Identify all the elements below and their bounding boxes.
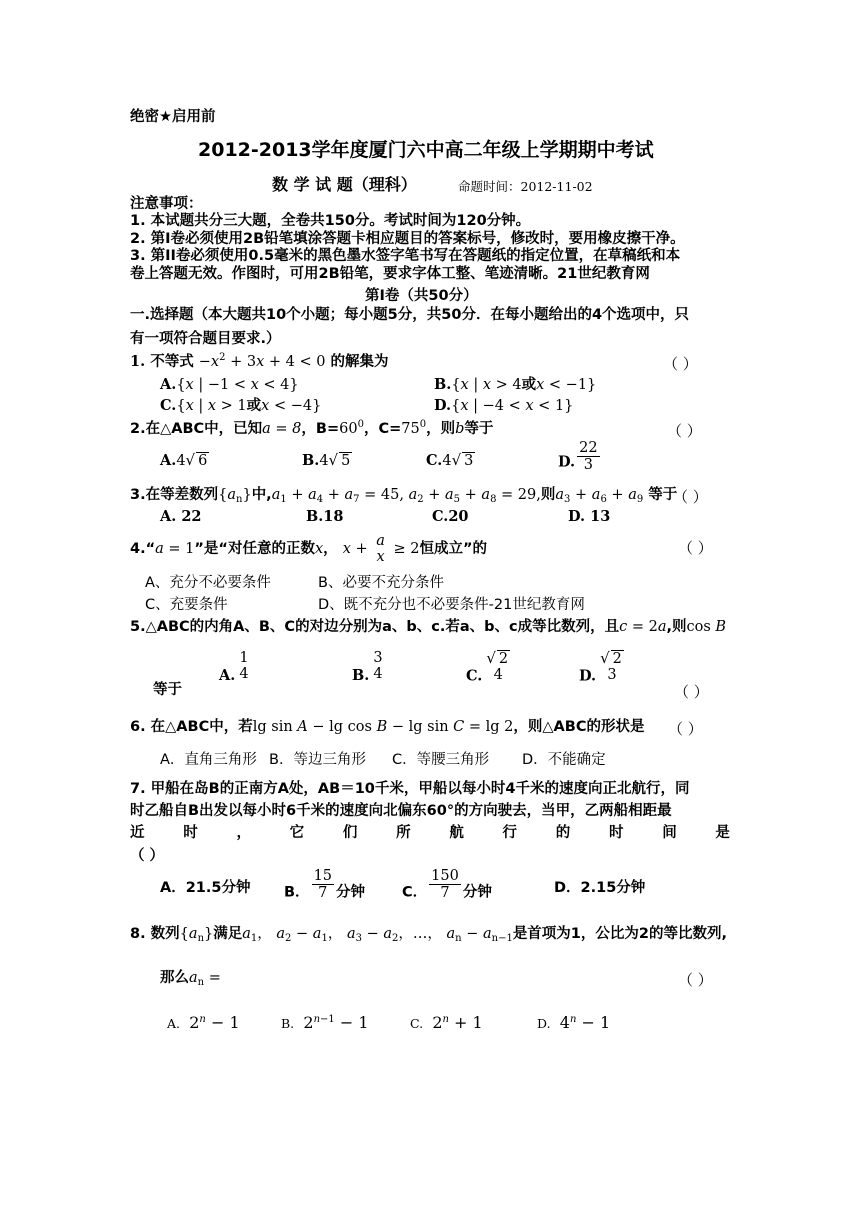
q7-line3: 近 时 ， 它 们 所 航 行 的 时 间 是 xyxy=(130,825,730,841)
q2-option-c: C.4√ 3 xyxy=(426,451,474,469)
subject-title: 数 学 试 题（理科） xyxy=(272,175,417,194)
q6-option-c: C．等腰三角形 xyxy=(392,752,490,768)
q6-option-d: D．不能确定 xyxy=(522,752,606,768)
q3-option-a: A. 22 xyxy=(160,508,202,525)
q6-option-b: B．等边三角形 xyxy=(269,752,366,768)
q4-option-a: A、充分不必要条件 xyxy=(145,575,271,591)
q8-stem: 8. 数列$\{a_n\}$满足$a_1$， $a_2 - a_1$， $a_3 - a_2$，…， $a_n - a_{n-1}$是首项为1，公比为2的等比数列, xyxy=(130,926,727,944)
q7-answer-blank: （ ） xyxy=(130,848,165,864)
q8-option-a: A. $2^n - 1$ xyxy=(167,1013,240,1032)
section-intro-a: 一.选择题（本大题共10个小题；每小题5分，共50分．在每小题给出的4个选项中，只 xyxy=(130,307,690,323)
q8-answer-blank: （ ） xyxy=(678,971,713,989)
q7-option-d: D．2.15分钟 xyxy=(554,880,646,896)
note-3b: 卷上答题无效。作图时，可用2B铅笔，要求字体工整、笔迹清晰。21世纪教育网 xyxy=(130,266,650,282)
q5-answer-blank: （ ） xyxy=(674,683,709,701)
note-3a: 3. 第II卷必须使用0.5毫米的黑色墨水签字笔书写在答题纸的指定位置，在草稿纸和本 xyxy=(130,248,681,264)
section-intro-b: 有一项符合题目要求.） xyxy=(130,331,281,347)
q4-stem: 4.“a = 1”是“对任意的正数x， x + a x ≥ 2恒成立”的 xyxy=(130,533,488,565)
q4-option-c: C、充要条件 xyxy=(145,597,228,613)
q7-line1: 7. 甲船在岛B的正南方A处，AB＝10千米，甲船以每小时4千米的速度向正北航行，同 xyxy=(130,781,690,797)
q1-answer-blank: （ ） xyxy=(663,355,698,373)
q2-option-a: A.4√ 6 xyxy=(160,451,208,469)
q2-answer-blank: （ ） xyxy=(667,422,702,440)
q2-option-d: D. $\frac{22}{3}$ xyxy=(558,440,598,473)
q1-option-a: A.{x | −1 < x < 4} xyxy=(160,376,299,393)
notes-heading: 注意事项： xyxy=(130,196,203,212)
q8-option-d: D. $4^n - 1$ xyxy=(537,1013,611,1032)
q6-stem: 6. 在△ABC中，若lg sin A − lg cos B − lg sin C = lg 2，则△ABC的形状是 xyxy=(130,719,645,735)
q6-answer-blank: （ ） xyxy=(668,720,703,738)
q3-stem: 3.在等差数列$\{a_n\}$中$,a_1 + a_4 + a_7 = 45$, $a_2 + a_5 + a_8 = 29$,则$a_3 + a_6 + a_9$ 等于 xyxy=(130,487,678,505)
q6-option-a: A．直角三角形 xyxy=(160,752,257,768)
secret-label: 绝密★启用前 xyxy=(130,109,216,125)
q7-option-a: A．21.5分钟 xyxy=(160,880,251,896)
exam-date: 命题时间：2012-11-02 xyxy=(458,179,593,194)
section-heading: 第Ⅰ卷（共50分） xyxy=(365,288,478,304)
note-2: 2. 第Ⅰ卷必须使用2B铅笔填涂答题卡相应题目的答案标号，修改时，要用橡皮擦干净。 xyxy=(130,231,685,247)
q2-stem: 2.在△ABC中，已知a = 8，$B=60^0$，$C=75^0$，则b等于 xyxy=(130,419,494,437)
q4-option-b: B、必要不充分条件 xyxy=(318,575,444,591)
q8-option-b: B. $2^{n-1} - 1$ xyxy=(281,1013,369,1032)
q5-option-c: C. √ 2 4 xyxy=(466,649,509,685)
q1-option-c: C.{x | x > 1或x < −4} xyxy=(160,397,322,414)
q1-option-b: B.{x | x > 4或x < −1} xyxy=(434,376,597,393)
q5-option-a: A. 1 4 xyxy=(219,650,249,684)
q3-option-d: D. 13 xyxy=(568,508,611,525)
q1-stem: 1. 不等式 $-x^2 + 3x + 4 < 0$ 的解集为 xyxy=(130,352,389,370)
q5-option-b: B. 3 4 xyxy=(352,650,383,684)
q3-answer-blank: （ ） xyxy=(673,488,708,506)
q7-line2: 时乙船自B出发以每小时6千米的速度向北偏东60°的方向驶去，当甲，乙两船相距最 xyxy=(130,803,672,819)
q8-option-c: C. $2^n + 1$ xyxy=(410,1013,483,1032)
q5-stem: 5.△ABC的内角A、B、C的对边分别为a、b、c.若a、b、c成等比数列，且c = 2a,则cos B xyxy=(130,619,727,635)
q3-option-c: C.20 xyxy=(432,508,469,525)
q7-option-c: C． $\frac{150}{7}$ 分钟 xyxy=(402,868,492,901)
q1-option-d: D.{x | −4 < x < 1} xyxy=(434,397,574,414)
q3-option-b: B.18 xyxy=(306,508,344,525)
exam-title: 2012-2013学年度厦门六中高二年级上学期期中考试 xyxy=(198,139,654,161)
note-1: 1. 本试题共分三大题，全卷共150分。考试时间为120分钟。 xyxy=(130,213,531,229)
q5-dengyu: 等于 xyxy=(153,682,182,698)
q4-answer-blank: （ ） xyxy=(678,539,713,557)
q4-option-d: D、既不充分也不必要条件-21世纪教育网 xyxy=(318,597,585,613)
q7-option-b: B． $\frac{15}{7}$ 分钟 xyxy=(284,868,366,901)
q5-option-d: D. √ 2 3 xyxy=(579,649,622,685)
q8-line2: 那么$a_n$ = xyxy=(160,970,221,988)
q2-option-b: B.4√ 5 xyxy=(302,451,351,469)
